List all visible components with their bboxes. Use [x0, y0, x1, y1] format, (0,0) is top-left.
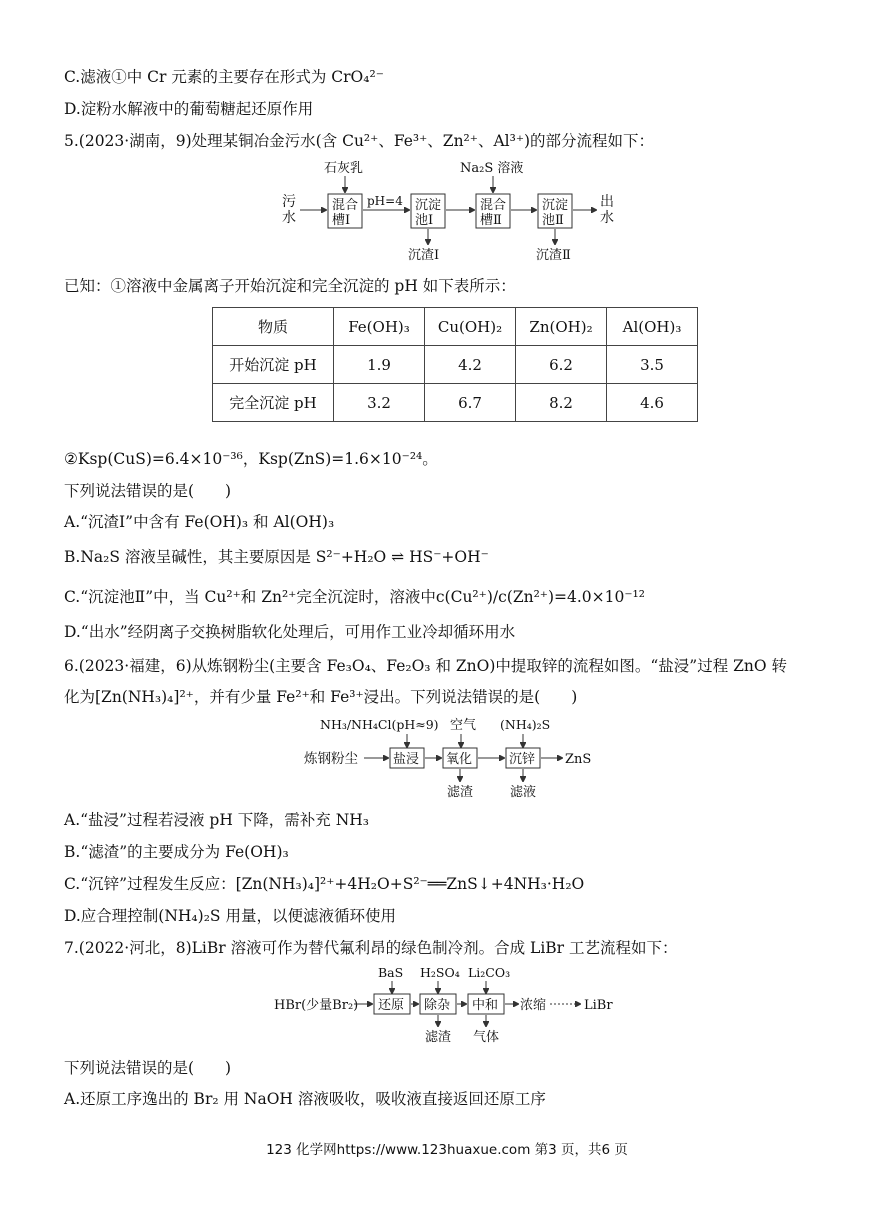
flow2-waste-2: 滤液 — [510, 785, 537, 800]
flow1-sludge-2: 沉渣Ⅱ — [536, 248, 571, 263]
flow1-input-2: 水 — [282, 210, 296, 226]
table-row — [213, 384, 698, 422]
flow1-box2-line2: 池Ⅰ — [415, 213, 434, 228]
table-cell: 3.5 — [607, 346, 698, 384]
question-5-prompt: 下列说法错误的是( ) — [64, 482, 232, 500]
table-cell: 1.9 — [334, 346, 425, 384]
flow3-box2-label: 除杂 — [424, 998, 451, 1013]
ph-table — [212, 307, 698, 422]
table-header: Zn(OH)₂ — [516, 308, 607, 346]
option-d-q4: D.淀粉水解液中的葡萄糖起还原作用 — [64, 100, 314, 118]
page-footer: 123 化学网https://www.123huaxue.com 第3 页，共6 页 — [266, 1142, 628, 1158]
question-7-prompt: 下列说法错误的是( ) — [64, 1059, 232, 1077]
flow1-reagent-na2s: Na₂S 溶液 — [460, 161, 524, 176]
flow3-box3-label: 中和 — [472, 998, 499, 1013]
option-b-q5: B.Na₂S 溶液呈碱性，其主要原因是 S²⁻+H₂O ⇌ HS⁻+OH⁻ — [64, 548, 489, 566]
flow1-box1-line2: 槽Ⅰ — [332, 213, 351, 228]
flow1-box1-line1: 混合 — [332, 198, 359, 213]
table-header: Cu(OH)₂ — [425, 308, 516, 346]
flow1-input: 污 — [282, 194, 296, 210]
option-d-q5: D.“出水”经阴离子交换树脂软化处理后，可用作工业冷却循环用水 — [64, 623, 516, 641]
flow2-reagent-3: (NH₄)₂S — [500, 717, 551, 732]
table-header: Al(OH)₃ — [607, 308, 698, 346]
flow1-reagent-lime: 石灰乳 — [324, 161, 364, 176]
flow2-waste-1: 滤渣 — [447, 785, 474, 800]
flow3-output: LiBr — [584, 998, 613, 1013]
flow1-ph-label: pH=4 — [367, 194, 403, 208]
flow3-input: HBr(少量Br₂) — [274, 998, 359, 1013]
table-header: 物质 — [213, 308, 334, 346]
flow2-output: ZnS — [565, 752, 592, 767]
question-5-stem: 5.(2023·湖南，9)处理某铜冶金污水(含 Cu²⁺、Fe³⁺、Zn²⁺、Al³⁺)的部分流程如下： — [64, 132, 655, 150]
flow1-output-2: 水 — [600, 210, 614, 226]
option-d-q6: D.应合理控制(NH₄)₂S 用量，以便滤液循环使用 — [64, 907, 396, 925]
flow3-reagent-2: H₂SO₄ — [420, 965, 460, 980]
flow3-step-concentrate: 浓缩 — [520, 998, 547, 1013]
flow1-box3-line1: 混合 — [480, 198, 507, 213]
option-a-q5: A.“沉渣Ⅰ”中含有 Fe(OH)₃ 和 Al(OH)₃ — [64, 513, 335, 531]
table-cell: 3.2 — [334, 384, 425, 422]
flowchart-q7 — [270, 963, 630, 1047]
question-6-stem-2: 化为[Zn(NH₃)₄]²⁺，并有少量 Fe²⁺和 Fe³⁺浸出。下列说法错误的是( ) — [64, 688, 578, 706]
flow2-box2-label: 氧化 — [446, 752, 473, 767]
table-cell: 4.6 — [607, 384, 698, 422]
flow2-reagent-2: 空气 — [450, 718, 477, 733]
option-a-q6: A.“盐浸”过程若浸液 pH 下降，需补充 NH₃ — [64, 811, 369, 829]
flow2-reagent-1: NH₃/NH₄Cl(pH≈9) — [320, 717, 439, 732]
table-header: Fe(OH)₃ — [334, 308, 425, 346]
table-header-row — [213, 308, 698, 346]
option-c-q4: C.滤液①中 Cr 元素的主要存在形式为 CrO₄²⁻ — [64, 68, 384, 86]
flow1-output: 出 — [600, 194, 614, 210]
flow2-box3-label: 沉锌 — [509, 752, 536, 767]
flow1-box4-line2: 池Ⅱ — [542, 213, 564, 228]
option-b-q6: B.“滤渣”的主要成分为 Fe(OH)₃ — [64, 843, 289, 861]
flow2-box1-label: 盐浸 — [393, 752, 420, 767]
question-6-stem: 6.(2023·福建，6)从炼钢粉尘(主要含 Fe₃O₄、Fe₂O₃ 和 ZnO)中提取锌的流程如图。“盐浸”过程 ZnO 转 — [64, 657, 788, 675]
option-c-q5: C.“沉淀池Ⅱ”中，当 Cu²⁺和 Zn²⁺完全沉淀时，溶液中c(Cu²⁺)/c(Zn²⁺)=4.0×10⁻¹² — [64, 588, 645, 606]
flow3-box1-label: 还原 — [378, 998, 405, 1013]
table-cell: 6.7 — [425, 384, 516, 422]
table-cell: 8.2 — [516, 384, 607, 422]
table-cell: 开始沉淀 pH — [213, 346, 334, 384]
flow2-input: 炼钢粉尘 — [304, 751, 358, 767]
flow3-waste-2: 气体 — [473, 1030, 500, 1045]
option-c-q6: C.“沉锌”过程发生反应：[Zn(NH₃)₄]²⁺+4H₂O+S²⁻══ZnS↓+4NH₃·H₂O — [64, 875, 585, 893]
flow3-reagent-3: Li₂CO₃ — [468, 965, 511, 980]
table-row — [213, 346, 698, 384]
known-conditions-1: 已知：①溶液中金属离子开始沉淀和完全沉淀的 pH 如下表所示： — [64, 277, 516, 295]
known-conditions-2: ②Ksp(CuS)=6.4×10⁻³⁶，Ksp(ZnS)=1.6×10⁻²⁴。 — [64, 450, 438, 468]
flow1-sludge-1: 沉渣Ⅰ — [408, 248, 440, 263]
flow1-box4-line1: 沉淀 — [542, 198, 569, 213]
flow3-reagent-1: BaS — [378, 965, 404, 980]
table-cell: 完全沉淀 pH — [213, 384, 334, 422]
question-7-stem: 7.(2022·河北，8)LiBr 溶液可作为替代氟利昂的绿色制冷剂。合成 LiBr 工艺流程如下： — [64, 939, 678, 957]
table-cell: 4.2 — [425, 346, 516, 384]
table-cell: 6.2 — [516, 346, 607, 384]
option-a-q7: A.还原工序逸出的 Br₂ 用 NaOH 溶液吸收，吸收液直接返回还原工序 — [64, 1090, 546, 1108]
flow3-waste-1: 滤渣 — [425, 1030, 452, 1045]
flow1-box3-line2: 槽Ⅱ — [480, 213, 502, 228]
flowchart-q6 — [300, 713, 610, 803]
flowchart-q5 — [270, 158, 630, 268]
flow1-box2-line1: 沉淀 — [415, 198, 442, 213]
